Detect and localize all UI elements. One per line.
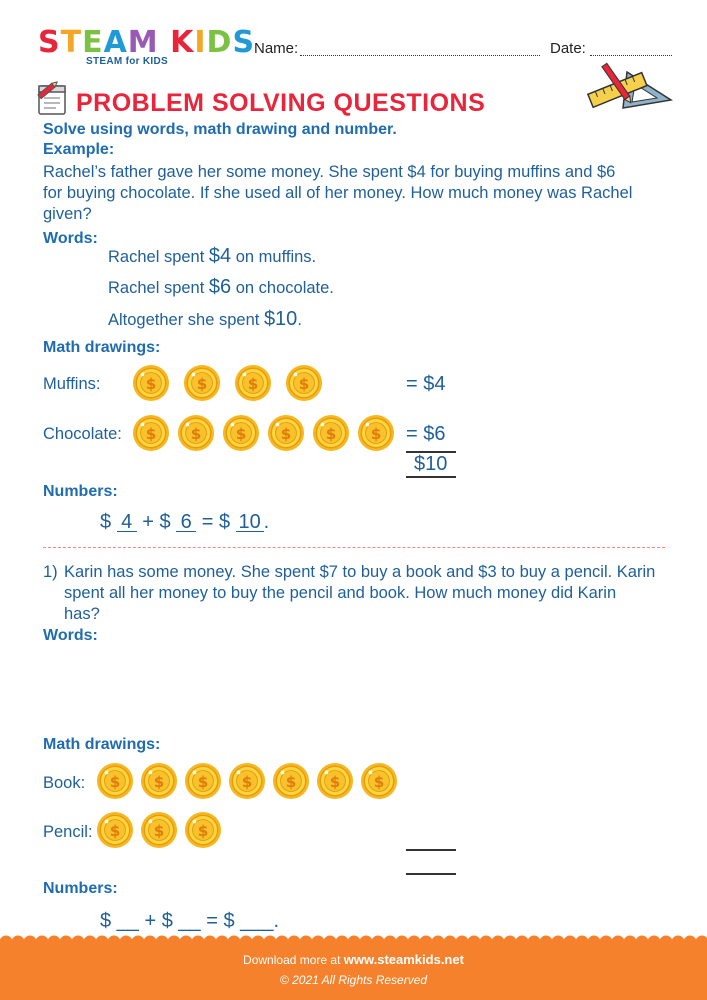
words-line-3: [108, 309, 302, 331]
example-problem-line-2: for buying chocolate. If she used all of her money. How much money was Rachel: [43, 184, 633, 202]
example-drawings-heading: Math drawings:: [43, 339, 161, 356]
logo-letter: T: [60, 25, 83, 60]
question-1-number: 1): [43, 563, 58, 581]
name-label: Name:: [254, 40, 299, 57]
example-numbers-heading: Numbers:: [43, 483, 118, 500]
date-field-line: [590, 55, 672, 56]
words-line-2-pre: Rachel spent: [108, 279, 209, 297]
chocolate-result: = $6: [406, 423, 446, 445]
footer-copyright: © 2021 All Rights Reserved: [279, 973, 428, 987]
ruler-triangle-icon: [585, 62, 673, 114]
eq-equals: = $: [201, 511, 231, 533]
footer-bar: [0, 940, 707, 1000]
book-label: Book:: [43, 774, 86, 792]
book-coin-icon: [184, 762, 222, 800]
question-1-numbers-heading: Numbers:: [43, 880, 118, 897]
answer-line-bottom[interactable]: [406, 873, 456, 875]
sum-line-bottom: [406, 476, 456, 478]
words-line-2: [108, 277, 334, 299]
chocolate-label: Chocolate:: [43, 425, 122, 443]
muffin-coin-icon: [234, 364, 272, 402]
book-coin-icon: [316, 762, 354, 800]
worksheet-pencil-icon: [34, 80, 72, 118]
chocolate-coin-icon: [357, 414, 395, 452]
chocolate-coin-icon: [177, 414, 215, 452]
muffins-result: = $4: [406, 373, 446, 395]
logo-letter: E: [82, 25, 104, 60]
pencil-coin-icon: [184, 811, 222, 849]
words-line-3-amount: $10: [263, 308, 298, 330]
example-problem-line-3: given?: [43, 205, 92, 223]
words-line-1-pre: Rachel spent: [108, 248, 209, 266]
question-1-line-3: has?: [64, 605, 100, 623]
section-divider: [43, 547, 665, 548]
book-coin-icon: [140, 762, 178, 800]
logo-letter: M: [127, 25, 159, 60]
page-title: PROBLEM SOLVING QUESTIONS: [76, 89, 486, 117]
name-field-line: [300, 55, 540, 56]
words-line-2-amount: $6: [208, 276, 232, 298]
question-1-line-2: spent all her money to buy the pencil and book. How much money did Karin: [64, 584, 617, 602]
logo-letter: [159, 28, 170, 58]
eq-value-a: 4: [117, 513, 137, 532]
words-line-1: [108, 246, 316, 268]
muffin-coin-icon: [132, 364, 170, 402]
words-line-2-post: on chocolate.: [231, 279, 334, 297]
logo-letter: S: [232, 25, 256, 60]
words-line-1-post: on muffins.: [231, 248, 317, 266]
question-1-equation[interactable]: $ __ + $ __ = $ ___.: [100, 910, 280, 932]
book-coin-icon: [228, 762, 266, 800]
book-coins-row: [96, 762, 406, 802]
logo-letter: I: [194, 25, 207, 60]
muffin-coin-icon: [285, 364, 323, 402]
footer-site-link[interactable]: www.steamkids.net: [343, 952, 464, 967]
question-1-line-1: Karin has some money. She spent $7 to buy a book and $3 to buy a pencil. Karin: [64, 563, 656, 581]
pencil-coin-icon: [96, 811, 134, 849]
chocolate-coins-row: [132, 414, 412, 454]
steam-kids-logo: [38, 25, 256, 60]
muffin-coin-icon: [183, 364, 221, 402]
logo-letter: S: [38, 25, 61, 60]
answer-line-top[interactable]: [406, 849, 456, 851]
question-1-words-heading: Words:: [43, 627, 98, 644]
chocolate-coin-icon: [312, 414, 350, 452]
logo-letter: D: [206, 25, 233, 60]
muffins-label: Muffins:: [43, 375, 101, 393]
logo-letter: A: [103, 25, 128, 60]
eq-end: .: [263, 511, 270, 533]
logo-tagline: STEAM for KIDS: [86, 56, 168, 67]
book-coin-icon: [96, 762, 134, 800]
words-line-3-pre: Altogether she spent: [108, 311, 264, 329]
footer-download-prefix: Download more at: [243, 953, 344, 967]
eq-value-b: 6: [176, 513, 196, 532]
eq-plus: + $: [142, 511, 171, 533]
example-heading: Example:: [43, 141, 115, 158]
question-1-drawings-heading: Math drawings:: [43, 736, 161, 753]
chocolate-coin-icon: [267, 414, 305, 452]
logo-letter: K: [170, 25, 195, 60]
pencil-label: Pencil:: [43, 823, 93, 841]
example-equation: [100, 512, 269, 533]
footer-download: [0, 952, 707, 967]
chocolate-coin-icon: [222, 414, 260, 452]
eq-dollar: $: [100, 511, 112, 533]
pencil-coins-row: [96, 811, 236, 851]
muffins-coins-row: [132, 364, 362, 404]
book-coin-icon: [360, 762, 398, 800]
example-problem-line-1: Rachel’s father gave her some money. She spent $4 for buying muffins and $6: [43, 163, 616, 181]
words-line-3-post: .: [297, 311, 302, 329]
book-coin-icon: [272, 762, 310, 800]
example-words-heading: Words:: [43, 230, 98, 247]
chocolate-coin-icon: [132, 414, 170, 452]
eq-value-c: 10: [236, 513, 264, 532]
words-line-1-amount: $4: [208, 245, 232, 267]
pencil-coin-icon: [140, 811, 178, 849]
date-label: Date:: [550, 40, 586, 57]
instruction-text: Solve using words, math drawing and number.: [43, 121, 397, 138]
sum-total: $10: [414, 453, 448, 475]
